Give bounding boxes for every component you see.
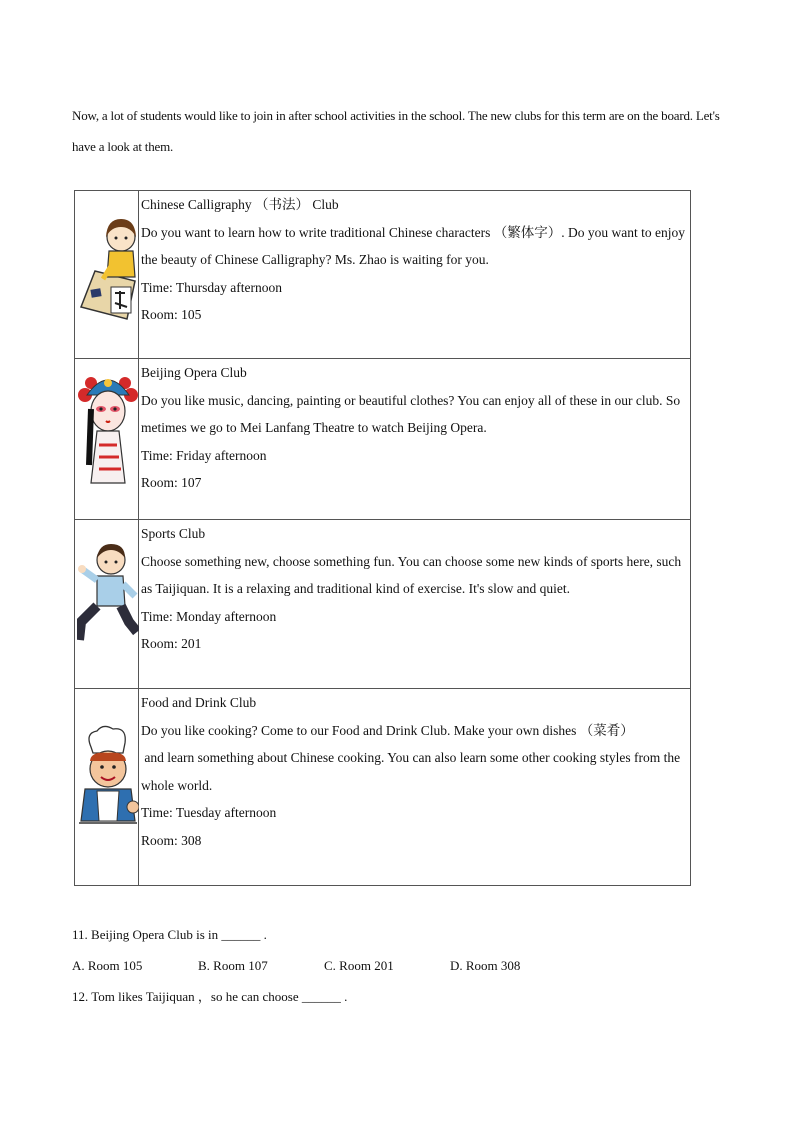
club-info-cell — [139, 520, 691, 689]
option-b[interactable]: B. Room 107 — [198, 958, 268, 973]
opera-performer-icon — [77, 365, 139, 493]
club-info-cell — [139, 689, 691, 886]
club-image-cell — [75, 359, 139, 520]
club-name: Food and Drink Club — [141, 695, 257, 710]
option-c[interactable]: C. Room 201 — [324, 958, 394, 973]
club-info-cell — [139, 191, 691, 359]
option-a[interactable]: A. Room 105 — [72, 958, 143, 973]
club-time: Time: Thursday afternoon — [141, 279, 282, 295]
club-room: Room: 308 — [141, 832, 202, 848]
club-description: Do you want to learn how to write traditional Chinese characters （繁体字）. Do you want to enjoy the beauty of Chinese Calligraphy? Ms. Zhao is waiting for you. — [141, 224, 686, 268]
clubs-table — [74, 190, 691, 886]
taijiquan-boy-icon — [77, 540, 139, 644]
club-info-cell — [139, 359, 691, 520]
club-description-continued: and learn something about Chinese cooking. You can also learn some other cooking styles from the whole world. — [141, 750, 684, 793]
club-room: Room: 105 — [141, 307, 202, 323]
club-row-sports — [75, 520, 691, 689]
club-row-opera — [75, 359, 691, 520]
club-row-food — [75, 689, 691, 886]
club-room: Room: 201 — [141, 636, 202, 652]
option-d[interactable]: D. Room 308 — [450, 958, 521, 973]
club-description: Choose something new, choose something fun. You can choose some new kinds of sports here, such as Taijiquan. It is a relaxing and traditional kind of exercise. It's slow and quiet. — [141, 553, 682, 597]
club-time: Time: Friday afternoon — [141, 447, 267, 463]
chef-icon — [77, 725, 139, 851]
question-11-options — [72, 952, 722, 983]
club-time: Time: Monday afternoon — [141, 608, 277, 624]
club-room: Room: 107 — [141, 475, 202, 491]
question-11: 11. Beijing Opera Club is in ______ . — [72, 927, 267, 942]
calligraphy-girl-icon — [77, 207, 137, 327]
club-image-cell — [75, 520, 139, 689]
club-row-calligraphy — [75, 191, 691, 359]
club-name: Beijing Opera Club — [141, 365, 247, 380]
intro-paragraph: Now, a lot of students would like to join in after school activities in the school. The new clubs for this term are on the board. Let's have a look at them. — [72, 108, 720, 154]
club-image-cell — [75, 191, 139, 359]
question-12: 12. Tom likes Taijiquan ，so he can choose ______ . — [72, 989, 348, 1004]
club-image-cell — [75, 689, 139, 886]
club-description: Do you like cooking? Come to our Food and Drink Club. Make your own dishes （菜肴） — [141, 722, 634, 738]
club-description: Do you like music, dancing, painting or beautiful clothes? You can enjoy all of these in our club. Sometimes we go to Mei Lanfang Theatre to watch Beijing Opera. — [141, 392, 681, 436]
club-name: Chinese Calligraphy （书法） Club — [141, 197, 339, 212]
questions-section — [72, 921, 722, 1014]
club-name: Sports Club — [141, 526, 206, 541]
club-time: Time: Tuesday afternoon — [141, 805, 277, 821]
